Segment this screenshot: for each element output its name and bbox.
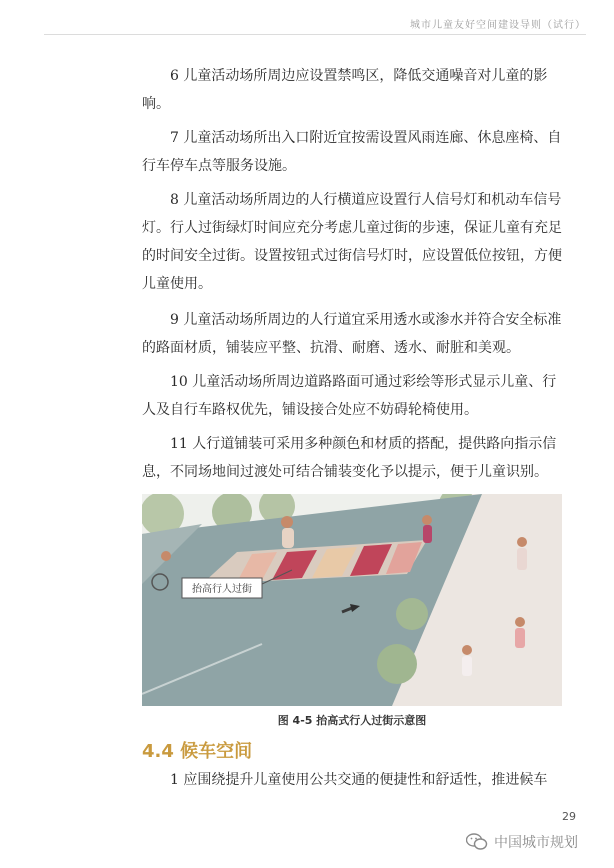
person-icon bbox=[462, 645, 472, 655]
person-icon bbox=[515, 617, 525, 627]
section-paragraph-1: 1 应围绕提升儿童使用公共交通的便捷性和舒适性，推进候车 bbox=[170, 772, 548, 788]
watermark bbox=[466, 832, 578, 852]
header-rule bbox=[44, 34, 586, 35]
figure-caption: 图 4-5 抬高式行人过街示意图 bbox=[277, 714, 427, 727]
paragraph-9: 9 儿童活动场所周边的人行道宜采用透水或渗水并符合安全标准的路面材质，铺装应平整、抗滑、耐磨、透水、耐脏和美观。 bbox=[142, 312, 562, 356]
illustration-svg bbox=[142, 494, 562, 706]
paragraph-11: 11 人行道铺装可采用多种颜色和材质的搭配，提供路向指示信息，不同场地间过渡处可结合铺装变化予以提示，便于儿童识别。 bbox=[142, 436, 557, 480]
paragraph-10: 10 儿童活动场所周边道路路面可通过彩绘等形式显示儿童、行人及自行车路权优先，铺设接合处应不妨碍轮椅使用。 bbox=[142, 374, 557, 418]
page-number: 29 bbox=[562, 810, 576, 823]
raised-crossing-illustration bbox=[142, 494, 562, 706]
person-icon bbox=[422, 515, 432, 525]
paragraph-6: 6 儿童活动场所周边应设置禁鸣区，降低交通噪音对儿童的影响。 bbox=[142, 68, 548, 112]
paragraph-7: 7 儿童活动场所出入口附近宜按需设置风雨连廊、休息座椅、自行车停车点等服务设施。 bbox=[142, 130, 562, 174]
running-header: 城市儿童友好空间建设导则（试行） bbox=[410, 20, 586, 31]
paragraph-8: 8 儿童活动场所周边的人行横道应设置行人信号灯和机动车信号灯。行人过街绿灯时间应充分考虑儿童过街的步速，保证儿童有充足的时间安全过街。设置按钮式过街信号灯时，应设置低位按钮，方便儿童使用。 bbox=[142, 192, 562, 292]
tree-icon bbox=[377, 644, 417, 684]
tree-icon bbox=[396, 598, 428, 630]
person-icon bbox=[281, 516, 293, 528]
section-heading: 4.4 候车空间 bbox=[142, 741, 253, 762]
person-icon bbox=[517, 537, 527, 547]
wechat-icon bbox=[466, 833, 488, 851]
callout-label: 抬高行人过街 bbox=[192, 584, 252, 595]
cyclist-icon bbox=[161, 551, 171, 561]
watermark-label: 中国城市规划 bbox=[494, 835, 578, 851]
